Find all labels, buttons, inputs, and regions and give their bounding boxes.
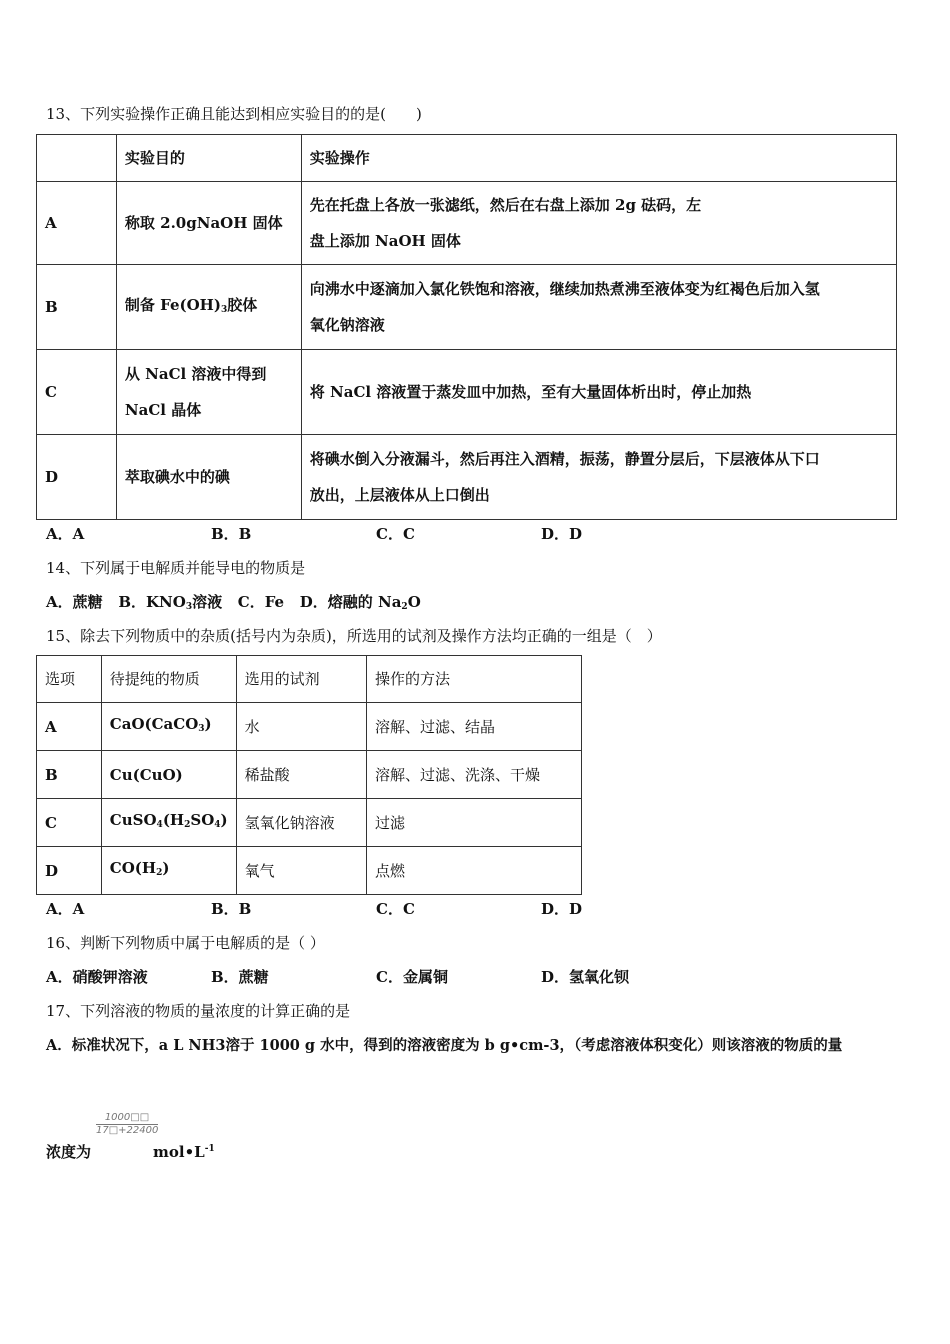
option-c[interactable]: C．金属铜 (376, 968, 448, 986)
row-purpose (116, 350, 301, 435)
option-a[interactable]: A．硝酸钾溶液 (46, 968, 148, 986)
purpose-line: 从 NaCl 溶液中得到 (124, 365, 267, 383)
row-operation (301, 435, 896, 520)
row-label: B (37, 751, 102, 799)
header-purpose: 实验目的 (116, 135, 301, 182)
option-a[interactable]: A．A (46, 525, 85, 543)
option-c[interactable]: C．C (376, 525, 415, 543)
option-c[interactable]: C．C (376, 900, 415, 918)
row-method: 溶解、过滤、洗涤、干燥 (367, 751, 582, 799)
q15-table (36, 655, 582, 895)
option-text: B．KNO (118, 593, 186, 611)
option-text: O (407, 593, 421, 611)
row-reagent: 氧气 (236, 847, 366, 895)
row-purpose (116, 265, 301, 350)
option-b[interactable]: B．B (211, 525, 252, 543)
continued-text: 浓度为 (46, 1143, 92, 1161)
question-15-title: 15、除去下列物质中的杂质(括号内为杂质)，所选用的试剂及操作方法均正确的一组是（ ） (46, 627, 662, 645)
header-operation: 实验操作 (301, 135, 896, 182)
row-substance: Cu(CuO) (101, 751, 236, 799)
row-label: C (37, 350, 117, 435)
question-17-title: 17、下列溶液的物质的量浓度的计算正确的是 (46, 1002, 351, 1020)
op-line: 氧化钠溶液 (309, 316, 385, 334)
op-line: 放出，上层液体从上口倒出 (309, 486, 490, 504)
option-d[interactable]: D．氢氧化钡 (541, 968, 630, 986)
header-option: 选项 (37, 656, 102, 703)
option-b[interactable] (118, 591, 222, 612)
row-operation (301, 182, 896, 265)
subscript: 3 (220, 304, 228, 315)
question-13-title: 13、下列实验操作正确且能达到相应实验目的的是( ) (46, 105, 422, 123)
option-c[interactable]: C．Fe (237, 593, 285, 611)
header-method: 操作的方法 (367, 656, 582, 703)
row-purpose: 萃取碘水中的碘 (116, 435, 301, 520)
option-d[interactable]: D．D (541, 900, 583, 918)
purpose-text: 制备 Fe(OH) (124, 295, 221, 314)
unit-text: mol•L (153, 1143, 205, 1161)
row-label: D (37, 435, 117, 520)
option-b[interactable]: B．蔗糖 (211, 968, 269, 986)
option-text: D．熔融的 Na (299, 593, 402, 611)
op-line: 向沸水中逐滴加入氯化铁饱和溶液，继续加热煮沸至液体变为红褐色后加入氢 (309, 280, 820, 298)
q17-option-a-continued (46, 1141, 215, 1162)
q13-table (36, 134, 897, 520)
row-substance: $CuSO_4(H_2SO_4)$ (101, 799, 236, 847)
header-blank (37, 135, 117, 182)
q16-options (46, 966, 629, 987)
q13-options (46, 523, 582, 544)
purpose-line: NaCl 晶体 (124, 401, 202, 419)
question-14-title: 14、下列属于电解质并能导电的物质是 (46, 559, 306, 577)
row-method: 过滤 (367, 799, 582, 847)
q17-option-a[interactable]: A．标准状况下，a L NH3溶于 1000 g 水中，得到的溶液密度为 b g•cm-3，（考虑溶液体积变化）则该溶液的物质的量 (46, 1037, 843, 1054)
row-operation (301, 265, 896, 350)
option-b[interactable]: B．B (211, 900, 252, 918)
question-16-title: 16、判断下列物质中属于电解质的是（ ） (46, 934, 325, 952)
row-reagent: 稀盐酸 (236, 751, 366, 799)
row-label: B (37, 265, 117, 350)
op-line: 先在托盘上各放一张滤纸，然后在右盘上添加 2g 砝码，左 (309, 196, 702, 214)
option-d[interactable] (300, 591, 421, 612)
row-reagent: 氢氧化钠溶液 (236, 799, 366, 847)
option-a[interactable]: A．A (46, 900, 85, 918)
superscript: -1 (204, 1144, 215, 1154)
row-label: A (37, 182, 117, 265)
op-line: 将碘水倒入分液漏斗，然后再注入酒精，振荡，静置分层后，下层液体从下口 (309, 450, 820, 468)
row-label: C (37, 799, 102, 847)
row-operation: 将 NaCl 溶液置于蒸发皿中加热，至有大量固体析出时，停止加热 (301, 350, 896, 435)
op-line: 盘上添加 NaOH 固体 (309, 232, 461, 250)
purpose-text: 胶体 (227, 295, 258, 314)
subscript: 2 (401, 602, 408, 612)
subscript: 3 (185, 602, 193, 612)
row-substance: $CO(H_2)$ (101, 847, 236, 895)
fraction-denominator: 17□+22400 (96, 1125, 159, 1136)
option-text: 溶液 (192, 593, 223, 611)
fraction-numerator: 1000□□ (96, 1112, 158, 1125)
row-reagent: 水 (236, 703, 366, 751)
row-substance: CaO(CaCO$_3$) (101, 703, 236, 751)
option-a[interactable]: A．蔗糖 (46, 593, 103, 611)
row-method: 点燃 (367, 847, 582, 895)
row-label: D (37, 847, 102, 895)
q15-options (46, 898, 582, 919)
q14-options (46, 591, 421, 612)
row-label: A (37, 703, 102, 751)
formula-fraction (96, 1112, 158, 1136)
header-substance: 待提纯的物质 (101, 656, 236, 703)
row-method: 溶解、过滤、结晶 (367, 703, 582, 751)
header-reagent: 选用的试剂 (236, 656, 366, 703)
row-purpose: 称取 2.0gNaOH 固体 (116, 182, 301, 265)
option-d[interactable]: D．D (541, 525, 583, 543)
